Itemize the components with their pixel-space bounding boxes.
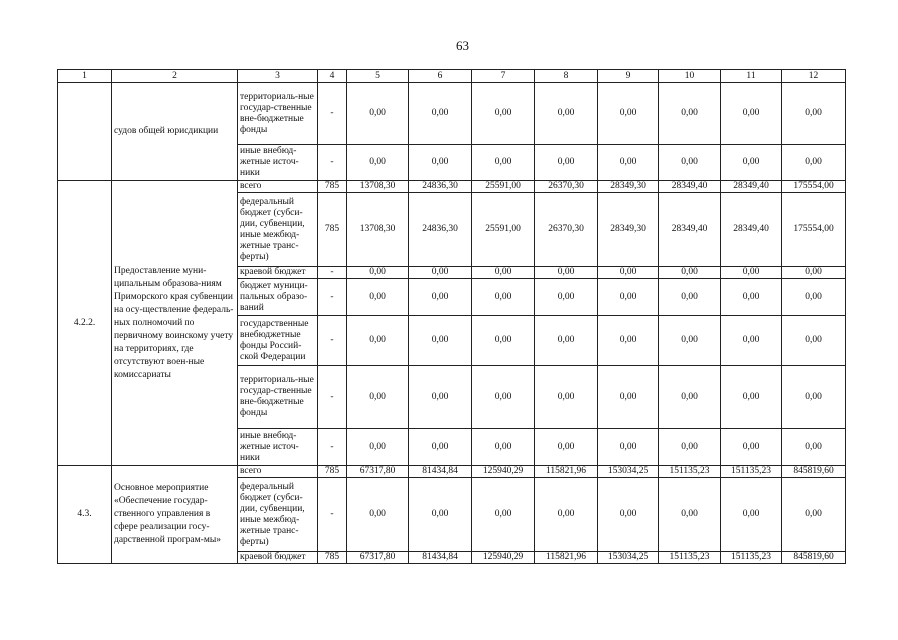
amount-cell: 26370,30 [535, 181, 598, 193]
funding-source: всего [238, 181, 318, 193]
amount-cell: 24836,30 [409, 181, 472, 193]
amount-cell: 0,00 [472, 478, 535, 552]
amount-cell: 125940,29 [472, 552, 535, 564]
item-description: Основное мероприятие «Обеспечение государ-ственного управления в сфере реализации госу-дарственной програм-мы» [112, 466, 238, 564]
grbs-code: - [318, 316, 347, 366]
table-row [58, 181, 846, 193]
funding-source: территориаль-ные государ-ственные вне-бюджетные фонды [238, 83, 318, 145]
amount-cell: 175554,00 [782, 181, 846, 193]
amount-cell: 0,00 [472, 279, 535, 316]
grbs-code: 785 [318, 552, 347, 564]
amount-cell: 0,00 [535, 145, 598, 181]
amount-cell: 115821,96 [535, 552, 598, 564]
item-code: 4.2.2. [58, 181, 112, 466]
column-header: 5 [347, 70, 409, 83]
amount-cell: 0,00 [721, 279, 782, 316]
amount-cell: 0,00 [659, 145, 721, 181]
funding-source: территориаль-ные государ-ственные вне-бюджетные фонды [238, 366, 318, 429]
amount-cell: 0,00 [782, 478, 846, 552]
budget-table [57, 69, 846, 564]
amount-cell: 0,00 [721, 267, 782, 279]
amount-cell: 0,00 [472, 429, 535, 466]
amount-cell: 0,00 [409, 145, 472, 181]
amount-cell: 0,00 [535, 366, 598, 429]
amount-cell: 28349,40 [721, 193, 782, 267]
amount-cell: 151135,23 [659, 552, 721, 564]
amount-cell: 28349,30 [598, 181, 659, 193]
amount-cell: 0,00 [782, 267, 846, 279]
column-header: 9 [598, 70, 659, 83]
amount-cell: 0,00 [782, 429, 846, 466]
amount-cell: 0,00 [535, 279, 598, 316]
column-header: 6 [409, 70, 472, 83]
grbs-code: 785 [318, 466, 347, 478]
amount-cell: 0,00 [347, 429, 409, 466]
amount-cell: 0,00 [472, 366, 535, 429]
amount-cell: 0,00 [598, 478, 659, 552]
amount-cell: 0,00 [535, 316, 598, 366]
grbs-code: - [318, 478, 347, 552]
amount-cell: 153034,25 [598, 552, 659, 564]
amount-cell: 0,00 [409, 366, 472, 429]
amount-cell: 115821,96 [535, 466, 598, 478]
amount-cell: 67317,80 [347, 466, 409, 478]
column-header: 8 [535, 70, 598, 83]
column-header: 3 [238, 70, 318, 83]
amount-cell: 0,00 [598, 366, 659, 429]
funding-source: федеральный бюджет (субси-дии, субвенции, иные межбюд-жетные транс-ферты) [238, 478, 318, 552]
amount-cell: 28349,30 [598, 193, 659, 267]
amount-cell: 0,00 [659, 478, 721, 552]
amount-cell: 13708,30 [347, 181, 409, 193]
amount-cell: 151135,23 [659, 466, 721, 478]
amount-cell: 0,00 [409, 279, 472, 316]
column-header: 10 [659, 70, 721, 83]
funding-source: иные внебюд-жетные источ-ники [238, 145, 318, 181]
amount-cell: 0,00 [409, 478, 472, 552]
amount-cell: 0,00 [535, 267, 598, 279]
column-header: 12 [782, 70, 846, 83]
amount-cell: 0,00 [721, 83, 782, 145]
funding-source: краевой бюджет [238, 552, 318, 564]
amount-cell: 0,00 [721, 145, 782, 181]
grbs-code: - [318, 83, 347, 145]
amount-cell: 0,00 [782, 279, 846, 316]
amount-cell: 0,00 [472, 267, 535, 279]
amount-cell: 0,00 [598, 279, 659, 316]
amount-cell: 0,00 [598, 429, 659, 466]
amount-cell: 0,00 [782, 316, 846, 366]
amount-cell: 0,00 [721, 366, 782, 429]
amount-cell: 0,00 [721, 316, 782, 366]
amount-cell: 81434,84 [409, 552, 472, 564]
amount-cell: 25591,00 [472, 181, 535, 193]
amount-cell: 0,00 [409, 316, 472, 366]
column-header: 1 [58, 70, 112, 83]
amount-cell: 0,00 [598, 83, 659, 145]
amount-cell: 28349,40 [659, 181, 721, 193]
amount-cell: 0,00 [782, 83, 846, 145]
amount-cell: 0,00 [598, 145, 659, 181]
header-row [58, 70, 846, 83]
grbs-code: - [318, 366, 347, 429]
amount-cell: 28349,40 [721, 181, 782, 193]
column-header: 2 [112, 70, 238, 83]
amount-cell: 81434,84 [409, 466, 472, 478]
amount-cell: 845819,60 [782, 466, 846, 478]
amount-cell: 0,00 [721, 429, 782, 466]
amount-cell: 151135,23 [721, 552, 782, 564]
grbs-code: 785 [318, 193, 347, 267]
grbs-code: - [318, 145, 347, 181]
table-row [58, 83, 846, 145]
amount-cell: 13708,30 [347, 193, 409, 267]
amount-cell: 24836,30 [409, 193, 472, 267]
amount-cell: 0,00 [409, 267, 472, 279]
table-row [58, 466, 846, 478]
amount-cell: 0,00 [347, 145, 409, 181]
amount-cell: 845819,60 [782, 552, 846, 564]
amount-cell: 0,00 [347, 366, 409, 429]
grbs-code: - [318, 279, 347, 316]
amount-cell: 25591,00 [472, 193, 535, 267]
amount-cell: 0,00 [659, 267, 721, 279]
amount-cell: 0,00 [659, 316, 721, 366]
amount-cell: 125940,29 [472, 466, 535, 478]
grbs-code: - [318, 267, 347, 279]
amount-cell: 28349,40 [659, 193, 721, 267]
amount-cell: 0,00 [347, 478, 409, 552]
amount-cell: 0,00 [535, 83, 598, 145]
item-code: 4.3. [58, 466, 112, 564]
amount-cell: 0,00 [598, 316, 659, 366]
amount-cell: 0,00 [409, 83, 472, 145]
amount-cell: 0,00 [782, 366, 846, 429]
funding-source: государственные внебюджетные фонды Россий-ской Федерации [238, 316, 318, 366]
amount-cell: 175554,00 [782, 193, 846, 267]
amount-cell: 151135,23 [721, 466, 782, 478]
column-header: 4 [318, 70, 347, 83]
amount-cell: 0,00 [472, 316, 535, 366]
grbs-code: 785 [318, 181, 347, 193]
column-header: 7 [472, 70, 535, 83]
amount-cell: 0,00 [598, 267, 659, 279]
funding-source: всего [238, 466, 318, 478]
amount-cell: 0,00 [721, 478, 782, 552]
amount-cell: 0,00 [347, 83, 409, 145]
amount-cell: 26370,30 [535, 193, 598, 267]
amount-cell: 0,00 [409, 429, 472, 466]
amount-cell: 0,00 [659, 83, 721, 145]
amount-cell: 153034,25 [598, 466, 659, 478]
item-code [58, 83, 112, 181]
amount-cell: 0,00 [472, 83, 535, 145]
amount-cell: 67317,80 [347, 552, 409, 564]
amount-cell: 0,00 [472, 145, 535, 181]
amount-cell: 0,00 [535, 478, 598, 552]
amount-cell: 0,00 [535, 429, 598, 466]
funding-source: федеральный бюджет (субси-дии, субвенции, иные межбюд-жетные транс-ферты) [238, 193, 318, 267]
item-description: Предоставление муни-ципальным образова-ниям Приморского края субвенции на осу-ществление федераль-ных полномочий по первичному воинскому учету на территориях, где отсутствуют воен-ные комиссариаты [112, 181, 238, 466]
funding-source: краевой бюджет [238, 267, 318, 279]
item-description: судов общей юрисдикции [112, 83, 238, 181]
column-header: 11 [721, 70, 782, 83]
amount-cell: 0,00 [659, 429, 721, 466]
funding-source: бюджет муници-пальных образо-ваний [238, 279, 318, 316]
amount-cell: 0,00 [347, 267, 409, 279]
page-number: 63 [456, 38, 469, 53]
amount-cell: 0,00 [782, 145, 846, 181]
grbs-code: - [318, 429, 347, 466]
amount-cell: 0,00 [659, 279, 721, 316]
amount-cell: 0,00 [347, 316, 409, 366]
amount-cell: 0,00 [659, 366, 721, 429]
funding-source: иные внебюд-жетные источ-ники [238, 429, 318, 466]
amount-cell: 0,00 [347, 279, 409, 316]
